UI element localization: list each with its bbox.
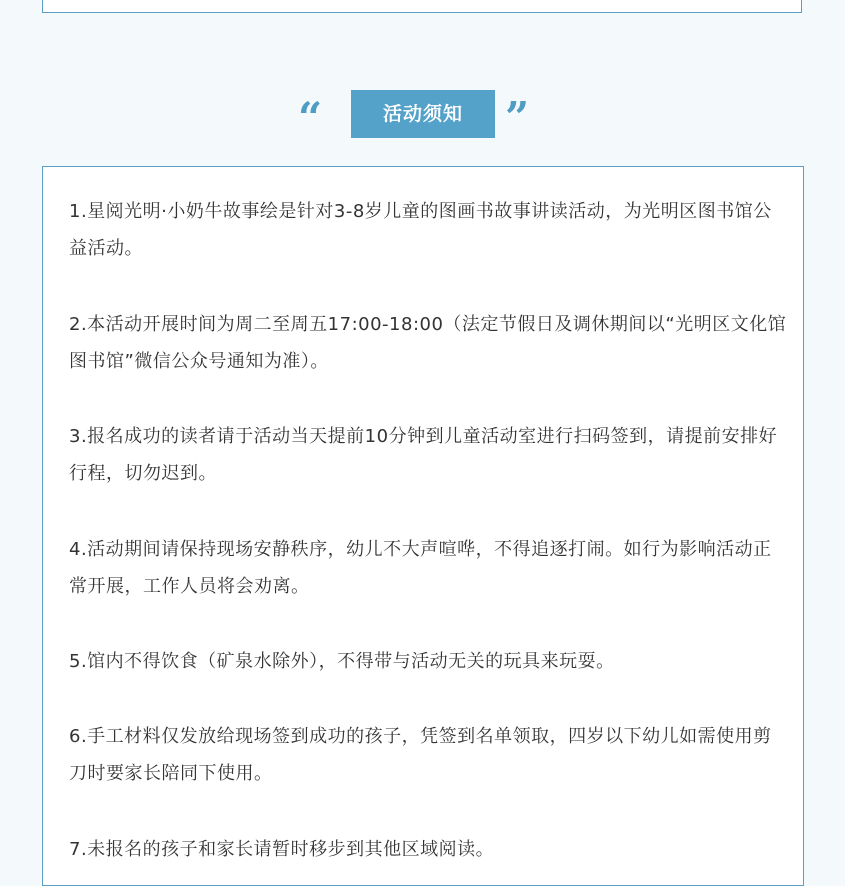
left-quote-icon: “ <box>298 93 323 142</box>
notice-item: 7.未报名的孩子和家长请暂时移步到其他区域阅读。 <box>69 839 495 860</box>
notice-item: 4.活动期间请保持现场安静秩序，幼儿不大声喧哗，不得追逐打闹。如行为影响活动正常开展，工作人员将会劝离。 <box>69 539 772 597</box>
notice-item: 2.本活动开展时间为周二至周五17:00-18:00（法定节假日及调休期间以“光明区文化馆图书馆”微信公众号通知为准）。 <box>69 314 787 372</box>
notice-content-box <box>42 166 804 886</box>
notice-item: 1.星阅光明·小奶牛故事绘是针对3-8岁儿童的图画书故事讲读活动，为光明区图书馆公益活动。 <box>69 201 772 259</box>
section-title: 活动须知 <box>351 90 495 138</box>
right-quote-icon: ” <box>505 93 530 142</box>
previous-section-box <box>42 0 802 13</box>
notice-item: 3.报名成功的读者请于活动当天提前10分钟到儿童活动室进行扫码签到，请提前安排好行程，切勿迟到。 <box>69 426 778 484</box>
notice-item: 6.手工材料仅发放给现场签到成功的孩子，凭签到名单领取，四岁以下幼儿如需使用剪刀时要家长陪同下使用。 <box>69 726 772 784</box>
section-heading <box>0 90 845 142</box>
notice-item: 5.馆内不得饮食（矿泉水除外），不得带与活动无关的玩具来玩耍。 <box>69 651 615 672</box>
